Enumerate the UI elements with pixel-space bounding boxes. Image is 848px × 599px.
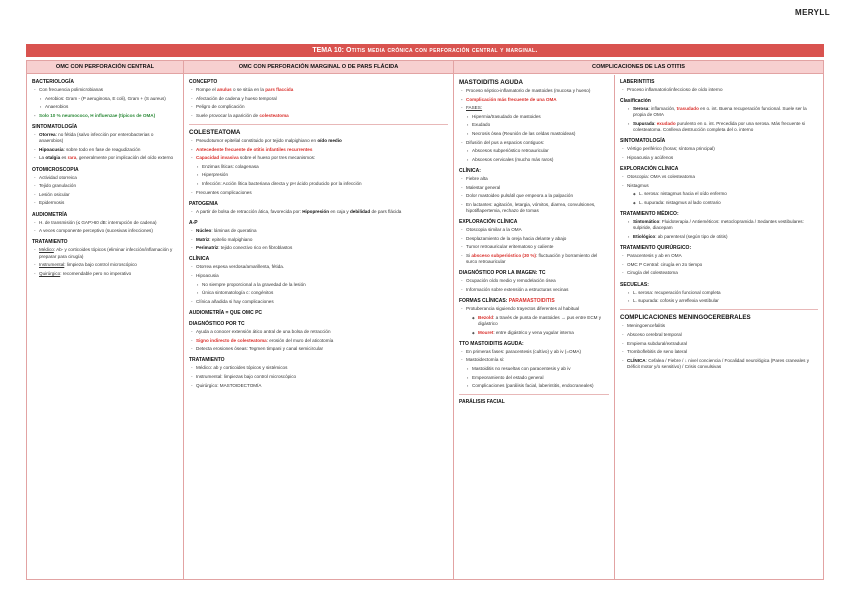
section-clinical-forms: FORMAS CLÍNICAS: PARAMASTOIDITIS bbox=[459, 298, 555, 305]
list-item: - CLÍNICA: Cefalea / Fiebre / ↓ nivel conciencia / Focalidad neurológica (Pares craneales y Déficit motor y/o sensitivo) / Crisis convulsivas bbox=[620, 358, 818, 370]
list-item: ◆ L. supurada: nistagmus al lado contrario bbox=[620, 200, 818, 206]
list-item: - Actividad otorreica bbox=[32, 175, 178, 181]
list-item: - En primeras fases: paracentesis (cultivo) y ab iv (=OMA) bbox=[459, 349, 609, 355]
list-item: - Empiema subdural/extradural bbox=[620, 341, 818, 347]
list-item: ◆ L. serosa: nistagmus hacia el oído enfermo bbox=[620, 191, 818, 197]
section-audiometry-line: AUDIOMETRÍA = QUE OMC PC bbox=[189, 309, 263, 316]
section-divider bbox=[459, 394, 609, 395]
list-item: ◆ Bezold: a través de punta de mastoides → pus entre ECM y digástrico bbox=[459, 315, 609, 327]
section-audiometry: AUDIOMETRÍA bbox=[32, 211, 68, 218]
section-otomicroscopy: OTOMICROSCOPIA bbox=[32, 166, 79, 173]
list-item: - Mastoidectomía si: bbox=[459, 357, 609, 363]
header-marginal-perforation: OMC CON PERFORACIÓN MARGINAL O DE PARS FLÁCIDA bbox=[184, 61, 453, 74]
list-item: ▪ Hipermia/trasudado de mastoides bbox=[459, 114, 609, 120]
list-item: - Detecta erosiones óseas: Tegmen timpani y canal semicircular bbox=[189, 346, 448, 352]
list-item: - Paracentesis y ab en OMA bbox=[620, 253, 818, 259]
list-item: - Meningoencefalitis bbox=[620, 323, 818, 329]
list-item: - Hipoacusia: sobre todo en fase de reagudización bbox=[32, 147, 178, 153]
list-item: - Antecedente frecuente de otitis infantiles recurrentes bbox=[189, 147, 448, 153]
list-item: - Médico: Ab- y corticoides tópicos (eliminar infección/inflamación y preparar para cirugía) bbox=[32, 247, 178, 259]
list-item: - Ayuda a conocer extensión ático antral de una bolsa de retracción bbox=[189, 329, 448, 335]
section-exploration: EXPLORACIÓN CLÍNICA bbox=[459, 219, 518, 226]
section-imaging: DIAGNÓSTICO POR LA IMAGEN: TC bbox=[459, 270, 546, 277]
list-item: ▪ Necrosis ósea (Reunión de las celdas mastoideas) bbox=[459, 131, 609, 137]
list-item: - Hipoacusia y acúfenos bbox=[620, 155, 818, 161]
list-item: ▪ Infección: Acción lítica bacteriana directa y pH ácido producido por la infección bbox=[189, 181, 448, 187]
list-item: ▪ L. supurada: cofosis y arreflexia vestibular bbox=[620, 298, 818, 304]
list-item: - Suele provocar la aparición de colesteatoma bbox=[189, 113, 448, 119]
list-item: - Proceso séptico-inflamatorio de mastoides (mucosa y hueso) bbox=[459, 88, 609, 94]
list-item: - Dolor mastoideo pulsátil que empeora a la palpación bbox=[459, 193, 609, 199]
list-item: ▪ Enzimas líticas: colagenasa bbox=[189, 164, 448, 170]
list-item: - Capacidad invasiva sobre el hueso por tres mecanismos: bbox=[189, 155, 448, 161]
section-facial-paralysis: PARÁLISIS FACIAL bbox=[459, 399, 505, 406]
list-item: - Peligro de complicación bbox=[189, 104, 448, 110]
banner-prefix: TEMA 10: bbox=[312, 47, 346, 54]
list-item: - OMC P Central: cirugía en 2o tiempo bbox=[620, 262, 818, 268]
list-item: ▪ Aerobios: Gram - (P aeruginosa, E coli), Gram + (S aureus) bbox=[32, 96, 178, 102]
list-item: - Otorrea: no fétida (salvo infección por enterobacterias o anaerobios) bbox=[32, 132, 178, 144]
list-item: - Fiebre alta bbox=[459, 176, 609, 182]
section-clinical: CLÍNICA bbox=[189, 256, 210, 263]
list-item: - Pseudotumor epitelial constituido por tejido malpighiano en oído medio bbox=[189, 138, 448, 144]
section-classification: Clasificación bbox=[620, 98, 651, 105]
list-item: ▪ Exudado bbox=[459, 122, 609, 128]
section-bacteriology: BACTERIOLOGÍA bbox=[32, 79, 74, 85]
section-medical-treatment: TRATAMIENTO MÉDICO: bbox=[620, 211, 679, 218]
list-item: - Lesión osicular bbox=[32, 192, 178, 198]
section-mastoiditis: MASTOIDITIS AGUDA bbox=[459, 79, 523, 86]
list-item: - Cirugía del colesteatoma bbox=[620, 270, 818, 276]
list-item: - Rompe el anulus o se sitúa en la pars flaccida bbox=[189, 87, 448, 93]
list-item: - Ocupación oído medio y remodelación ósea bbox=[459, 278, 609, 284]
section-divider bbox=[189, 124, 448, 125]
list-item: - A partir de bolsa de retracción ática, favorecida por: Hipopresión en caja y debilidad de pars flácida bbox=[189, 209, 448, 215]
list-item: - Otorrea espesa verdosa/amarillenta, fétida. bbox=[189, 264, 448, 270]
list-item: - Hipoacusia bbox=[189, 273, 448, 279]
list-item: - Si absceso subperióstico (30 %): fluctuación y borramiento del surco retroauricular bbox=[459, 253, 609, 265]
list-item: ▪ Abscesos cervicales (mucho más raros) bbox=[459, 157, 609, 163]
list-item: - Vértigo periférico (horas; síntoma principal) bbox=[620, 146, 818, 152]
list-item: ▪ Anaerobios bbox=[32, 104, 178, 110]
list-item: - Tejido granulación bbox=[32, 183, 178, 189]
list-item: - Nistagmus bbox=[620, 183, 818, 189]
section-clinical: CLÍNICA: bbox=[459, 167, 481, 174]
list-item: ▪ Supurada: exudado purulento en o. int. Precedida por una serosa. Más frecuente si colesteatoma. Conlleva destrucción completa del o. interno bbox=[620, 121, 818, 133]
section-symptoms: SINTOMATOLOGÍA bbox=[620, 138, 666, 145]
list-item: - Epidermosis bbox=[32, 200, 178, 206]
section-pathogenesis: PATOGENIA bbox=[189, 200, 218, 207]
list-item: - Quirúrgico: MASTOIDECTOMÍA bbox=[189, 383, 448, 389]
section-ct-diagnosis: DIAGNÓSTICO POR TC bbox=[189, 320, 245, 327]
list-item: - H. de transmisión (≤ GAP>60 dB: interrupción de cadena) bbox=[32, 220, 178, 226]
list-item: - Difusión del pus a espacios contiguos: bbox=[459, 140, 609, 146]
section-treatment: TRATAMIENTO bbox=[189, 357, 225, 364]
header-central-perforation: OMC CON PERFORACIÓN CENTRAL bbox=[27, 61, 183, 74]
column-marginal bbox=[184, 75, 453, 579]
column-labyrinthitis bbox=[615, 75, 823, 579]
section-symptoms: SINTOMATOLOGÍA bbox=[32, 123, 78, 130]
section-cholesteatoma: COLESTEATOMA bbox=[189, 128, 241, 136]
list-item: - Clínica añadida si hay complicaciones bbox=[189, 299, 448, 305]
list-item: - Instrumental: limpieza bajo control microscópico bbox=[32, 262, 178, 268]
list-item: ▪ Sintomático: Fluidoterapia / Antieméticos: metoclopramida / Sedantes vestibulares: sulpiride, diacepam bbox=[620, 219, 818, 231]
summary-table bbox=[26, 60, 824, 580]
section-treatment: TRATAMIENTO bbox=[32, 239, 68, 246]
section-mastoiditis-treatment: TTO MASTOIDITIS AGUDA: bbox=[459, 340, 524, 347]
list-item: - Núcleo: láminas de queratina bbox=[189, 228, 448, 234]
section-exploration: EXPLORACIÓN CLÍNICA bbox=[620, 166, 679, 173]
list-item: - FASES: bbox=[459, 105, 609, 111]
section-concept: CONCEPTO bbox=[189, 79, 218, 85]
list-item: - Otoscopia: OMA vs colesteatoma bbox=[620, 174, 818, 180]
section-anatomopathology: A-P bbox=[189, 219, 198, 226]
list-item: - Instrumental: limpiezas bajo control microscópico bbox=[189, 374, 448, 380]
topic-banner bbox=[26, 44, 824, 57]
list-item: - Malestar general bbox=[459, 185, 609, 191]
list-item: - Complicación más frecuente de una OMA bbox=[459, 97, 609, 103]
section-sequelae: SECUELAS: bbox=[620, 281, 649, 288]
list-item: - Frecuentes complicaciones bbox=[189, 190, 448, 196]
list-item: ▪ Etiológico: ab parenteral (según tipo de otitis) bbox=[620, 234, 818, 240]
list-item: ◆ Mouret: entre digástrico y vena yugular interna bbox=[459, 330, 609, 336]
header-complications: COMPLICACIONES DE LAS OTITIS bbox=[454, 61, 823, 74]
list-item: - A veces componente perceptivo (sucesivas infecciones) bbox=[32, 228, 178, 234]
column-mastoiditis bbox=[454, 75, 614, 579]
list-item: - Solo 10 % neumococo, H influenzae (típicos de OMA) bbox=[32, 113, 178, 119]
list-item: ▪ Complicaciones (parálisis facial, laberintitis, endocraneales) bbox=[459, 383, 609, 389]
list-item: - Médico: ab y corticoides tópicos y sistémicos bbox=[189, 365, 448, 371]
list-item: - Con frecuencia polimicrobianas bbox=[32, 87, 178, 93]
section-surgical-treatment: TRATAMIENTO QUIRÚRGICO: bbox=[620, 245, 692, 252]
section-labyrinthitis: LABERINTITIS bbox=[620, 79, 655, 85]
list-item: - En lactantes: agitación, letargia, vómitos, diarrea, convulsiones, hipotiflapertemia, rechazo de tomas bbox=[459, 202, 609, 214]
list-item: - Quirúrgico: recomendable pero no imperativo bbox=[32, 271, 178, 277]
list-item: ▪ Abscesos subperióstico retroauricular bbox=[459, 148, 609, 154]
column-central bbox=[27, 75, 183, 579]
list-item: - Absceso cerebral temporal bbox=[620, 332, 818, 338]
list-item: - Afectación de cadena y hueso temporal bbox=[189, 96, 448, 102]
list-item: ▪ No siempre proporcional a la gravedad de la lesión bbox=[189, 282, 448, 288]
list-item: - La otalgia es rara, generalmente por implicación del oído externo bbox=[32, 155, 178, 161]
list-item: ▪ L. serosa: recuperación funcional completa bbox=[620, 290, 818, 296]
list-item: - Tumor retroauricular eritematoso y caliente bbox=[459, 244, 609, 250]
list-item: - Otoscopia similar a la OMA bbox=[459, 227, 609, 233]
list-item: ▪ Serosa: inflamación, trasudado en o. int. Buena recuperación funcional. Suele ser la propia de OMA bbox=[620, 106, 818, 118]
list-item: - Matriz: epitelio malpighiano bbox=[189, 237, 448, 243]
list-item: - Perimatriz: tejido conectivo rico en fibroblastos bbox=[189, 245, 448, 251]
section-divider bbox=[620, 309, 818, 310]
list-item: ▪ Empeoramiento del estado general bbox=[459, 375, 609, 381]
list-item: - Protuberancia siguiendo trayectos diferentes al habitual bbox=[459, 306, 609, 312]
list-item: - Información sobre extensión a estructuras vecinas bbox=[459, 287, 609, 293]
brand-label: MERYLL bbox=[795, 8, 830, 17]
list-item: - Desplazamiento de la oreja hacia delante y abajo bbox=[459, 236, 609, 242]
list-item: ▪ Hiperpresión bbox=[189, 172, 448, 178]
list-item: ▪ Única sintomatología c: congénitos bbox=[189, 290, 448, 296]
list-item: ▪ Mastoiditis no resueltas con paracentesis y ab iv bbox=[459, 366, 609, 372]
list-item: - Tromboflebitis de seno lateral bbox=[620, 349, 818, 355]
list-item: - Proceso inflamatorio/infeccioso de oído interno bbox=[620, 87, 818, 93]
section-meningocerebral: COMPLICACIONES MENINGOCEREBRALES bbox=[620, 314, 751, 322]
list-item: - Signo indirecto de colesteatoma: erosión del muro del aticotomía bbox=[189, 338, 448, 344]
banner-subtitle: Otitis media crónica con perforación central y marginal. bbox=[345, 47, 538, 54]
